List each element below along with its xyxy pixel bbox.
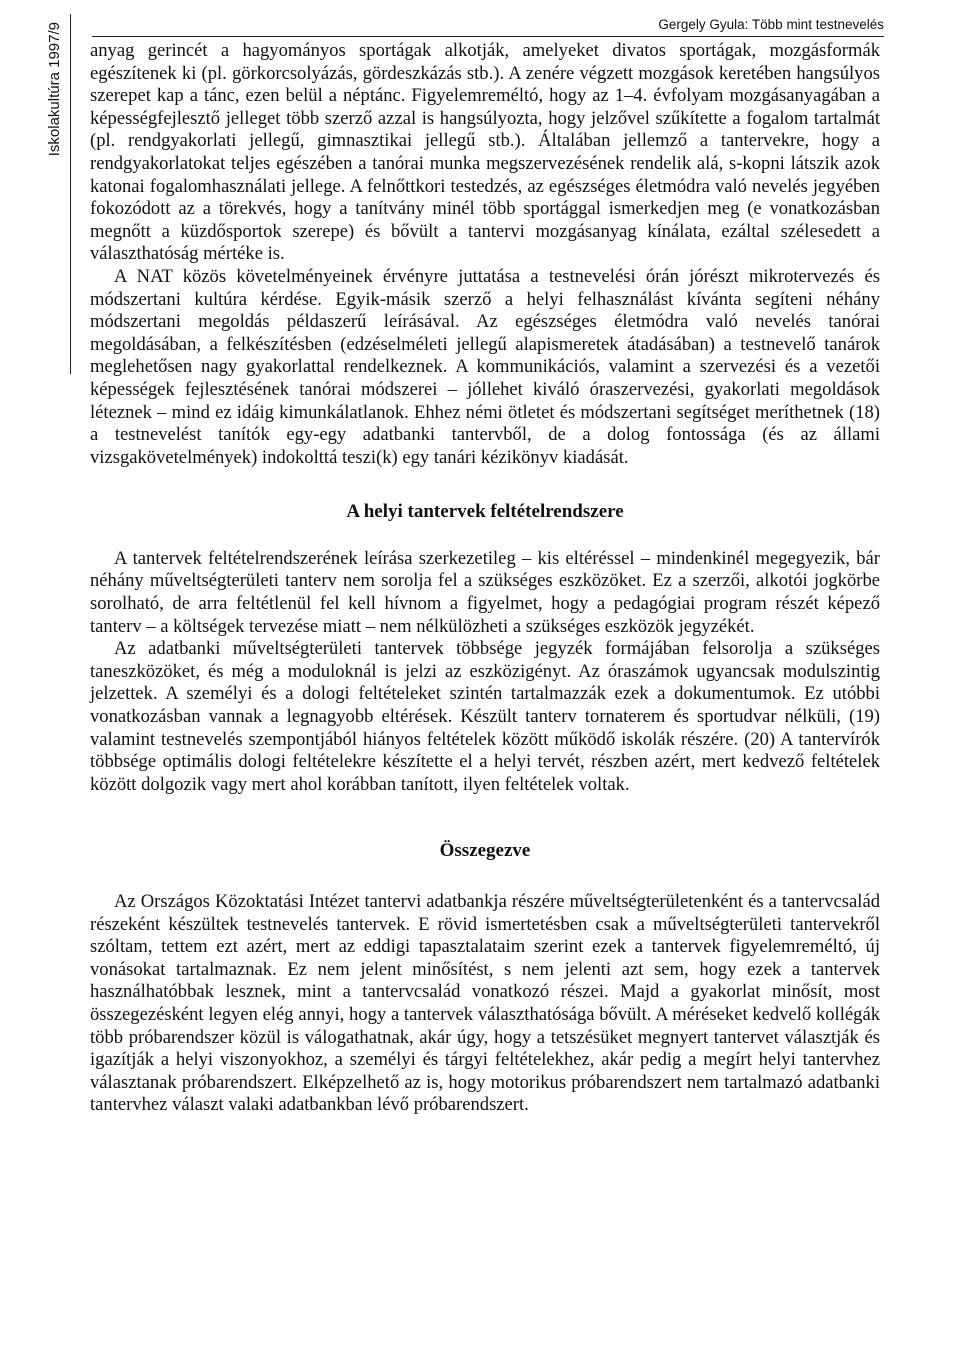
paragraph-s2-1: Az Országos Közoktatási Intézet tantervi adatbankja részére műveltségterületenként és a tantervcsalád részeként készültek testnevelés tantervek. E rövid ismertetésben csak a műveltségterületi tantervekről szóltam, tettem ezt azért, mert az eddigi tapasztalataim szerint ezek a tantervek figyelemreméltó, új vonásokat tartalmaznak. Ez nem jelent minősítést, s nem jelenti azt sem, hogy ezek a tantervek használhatóbbak lesznek, mint a tantervcsalád vonatkozó részei. Majd a gyakorlat minősít, most összegezésként legyen elég annyi, hogy a tantervek választhatósága bővült. A méréseket kedvelő kollégák több próbarendszer közül is válogathatnak, akár úgy, hogy a tetszésüket megnyert tantervet választják és igazítják a helyi viszonyokhoz, a személyi és tárgyi feltételekhez, akár pedig a megírt helyi tantervhez választanak próbarendszert. Elképzelhető az is, hogy motorikus próbarendszert nem tartalmazó adatbanki tantervhez választ valaki adatbankban lévő próbarendszert. <box>90 891 880 1116</box>
paragraph-s1-1: A tantervek feltételrendszerének leírása szerkezetileg – kis eltéréssel – mindenkinél megegyezik, bár néhány műveltségterületi tanterv nem sorolja fel a szükséges eszközöket. Ez a szerzői, alkotói jogkörbe sorolható, de arra feltétlenül fel kell hívnom a figyelmet, hogy a pedagógiai program részét képező tanterv – a költségek tervezése miatt – nem nélkülözheti a szükséges eszközök jegyzékét. <box>90 547 880 637</box>
paragraph-intro-1: anyag gerincét a hagyományos sportágak alkotják, amelyeket divatos sportágak, mozgásformák egészítenek ki (pl. görkorcsolyázás, gördeszkázás stb.). A zenére végzett mozgások keretében hangsúlyos szerepet kap a tánc, ezen belül a néptánc. Figyelemreméltó, hogy az 1–4. évfolyam mozgásanyagában a képességfejlesztő jelleget több szerző azzal is hangsúlyozta, hogy jelzővel szűkítette a fogalom tartalmát (pl. rendgyakorlati jellegű, gimnasztikai jellegű stb.). Általában jellemző a tantervekre, hogy a rendgyakorlatokat teljes egészében a tanórai munka megszervezésének rendelik alá, s-kopni látszik azok katonai fogalomhasználati jellege. A felnőttkori testedzés, az egészséges életmódra való nevelés jegyében fokozódott az a törekvés, hogy a tanítvány minél több sportággal ismerkedjen meg (e vonatkozásban megnőtt a küzdősportok szerepe) és bővült a tantervi mozgásanyag kínálata, ezáltal szélesedett a választhatóság mértéke is. <box>90 40 880 265</box>
margin-rule <box>70 14 71 374</box>
journal-margin-label: Iskolakultúra 1997/9 <box>46 22 63 157</box>
section-heading-osszegezve: Összegezve <box>439 840 531 862</box>
article-body <box>90 40 880 1117</box>
section-heading-feltetelrendszer: A helyi tantervek feltételrendszere <box>346 501 624 523</box>
running-head: Gergely Gyula: Több mint testnevelés <box>92 14 884 37</box>
paragraph-s1-2: Az adatbanki műveltségterületi tantervek többsége jegyzék formájában felsorolja a szükséges taneszközöket, és még a moduloknál is jelzi az eszközigényt. Az óraszámok ugyancsak modulszintig jelzettek. A személyi és a dologi feltételeket szintén tartalmazzák ezek a dokumentumok. Ez utóbbi vonatkozásban vannak a legnagyobb eltérések. Készült tanterv tornaterem és sportudvar nélküli, (19) valamint testnevelés szempontjából hiányos feltételek között működő iskolák részére. (20) A tantervírók többsége optimális dologi feltételekre készítette el a helyi tervét, részben azért, mert kedvező feltételek között dolgozik vagy mert ahol korábban tanított, ilyen feltételek voltak. <box>90 638 880 795</box>
paragraph-intro-2: A NAT közös követelményeinek érvényre juttatása a testnevelési órán jórészt mikrotervezés és módszertani kultúra kérdése. Egyik-másik szerző a helyi felhasználást kívánta segíteni néhány módszertani megoldás példaszerű leírásával. Az egészséges életmódra való nevelés tanórai megoldásában, a felkészítésben (edzéselméleti jellegű alapismeretek átadásában) a testnevelő tanárok meglehetősen nagy gyakorlattal rendelkeznek. A kommunikációs, valamint a szervezési és a vezetői képességek fejlesztésének tanórai módszerei – jóllehet kiváló óraszervezési, gyakorlati megoldások léteznek – mind ez idáig kimunkálatlanok. Ehhez némi ötletet és módszertani segítséget meríthetnek (18) a testnevelést tanítók egy-egy adatbanki tantervből, de a dolog fontossága (és az állami vizsgakövetelmények) indokolttá teszi(k) egy tanári kézikönyv kiadását. <box>90 265 880 468</box>
